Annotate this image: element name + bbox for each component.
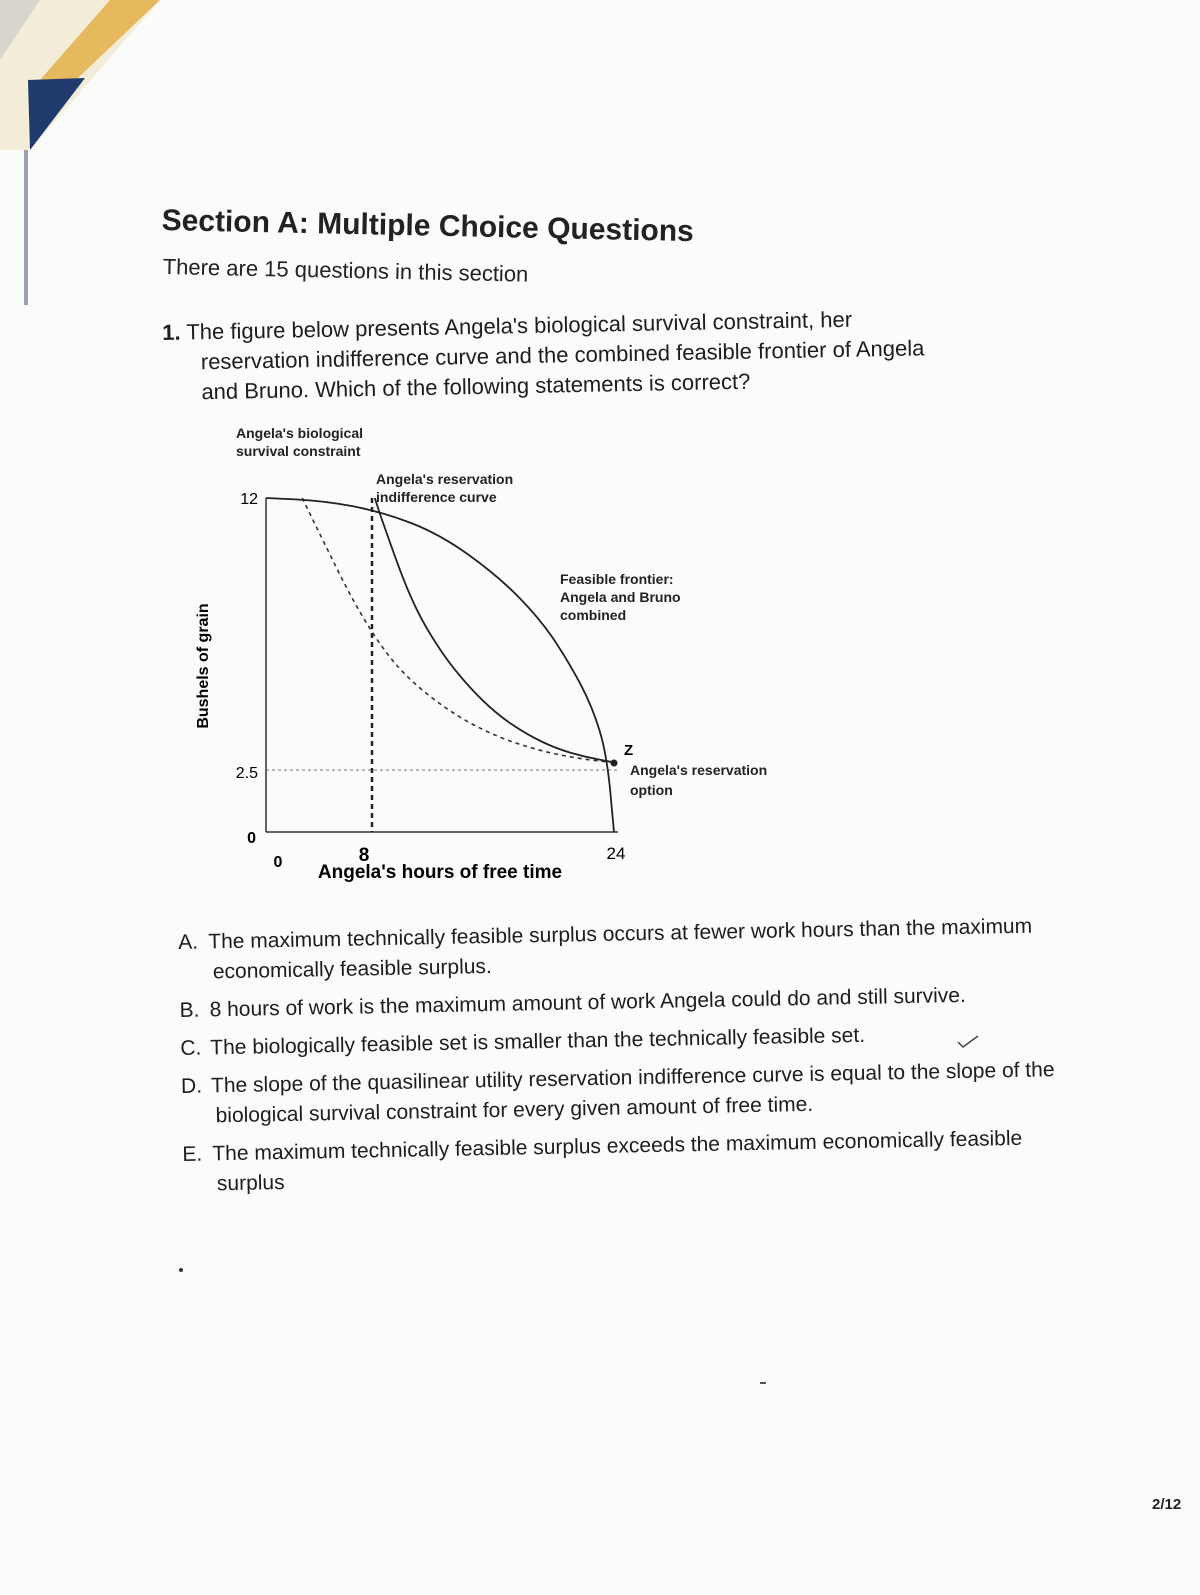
annotation-reservation-option: Angela's reservation option (630, 762, 768, 798)
y-tick-12: 12 (240, 491, 258, 508)
economics-figure (178, 418, 818, 898)
corner-fold-graphic (0, 0, 180, 160)
option-b[interactable]: B. 8 hours of work is the maximum amount of work Angela could do and still survive. (179, 983, 967, 1022)
stray-mark (760, 1382, 766, 1384)
question-stem-line-3: and Bruno. Which of the following statements is correct? (201, 368, 751, 405)
x-tick-8: 8 (358, 845, 370, 866)
series-line-survival-constraint (302, 498, 614, 762)
annotation-feasible-frontier: Feasible frontier: Angela and Bruno combined (560, 571, 681, 623)
answer-options (178, 911, 1083, 1208)
page-number: 2/12 (1152, 1496, 1182, 1513)
option-e[interactable]: E. The maximum technically feasible surplus exceeds the maximum economically feasible surplus (182, 1126, 1023, 1196)
handwritten-check-mark (956, 1034, 980, 1050)
y-tick-0: 0 (247, 830, 256, 847)
y-axis-label: Bushels of grain (195, 603, 212, 729)
question-stem-line-1: 1. The figure below presents Angela's biological survival constraint, her (162, 306, 853, 345)
option-d[interactable]: D. The slope of the quasilinear utility reservation indifference curve is equal to the slope of the biological survival constraint for every given amount of free time. (180, 1058, 1055, 1128)
annotation-survival-constraint: Angela's biological survival constraint (236, 425, 364, 459)
annotation-reservation-indifference: Angela's reservation indifference curve (376, 471, 514, 505)
page-edge-shadow (24, 150, 28, 305)
question-1 (162, 302, 1004, 408)
section-subtitle: There are 15 questions in this section (162, 254, 529, 287)
y-tick-2-5: 2.5 (235, 765, 258, 782)
series-line-feasible-frontier (266, 498, 614, 832)
option-c[interactable]: C. The biologically feasible set is smaller than the technically feasible set. (180, 1023, 866, 1060)
x-tick-24: 24 (606, 844, 626, 863)
option-a[interactable]: A. The maximum technically feasible surplus occurs at fewer work hours than the maximum economically feasible surplus. (178, 914, 1033, 984)
x-axis-label: Angela's hours of free time (317, 862, 563, 883)
stray-mark (179, 1268, 183, 1272)
x-tick-0: 0 (273, 854, 283, 871)
question-stem-line-2: reservation indifference curve and the combined feasible frontier of Angela (200, 335, 925, 375)
annotation-z: Z (624, 742, 634, 759)
question-number: 1. (162, 319, 181, 345)
section-title: Section A: Multiple Choice Questions (161, 204, 695, 249)
point-z-marker (611, 760, 618, 767)
series-line-reservation-indifference (375, 498, 614, 762)
